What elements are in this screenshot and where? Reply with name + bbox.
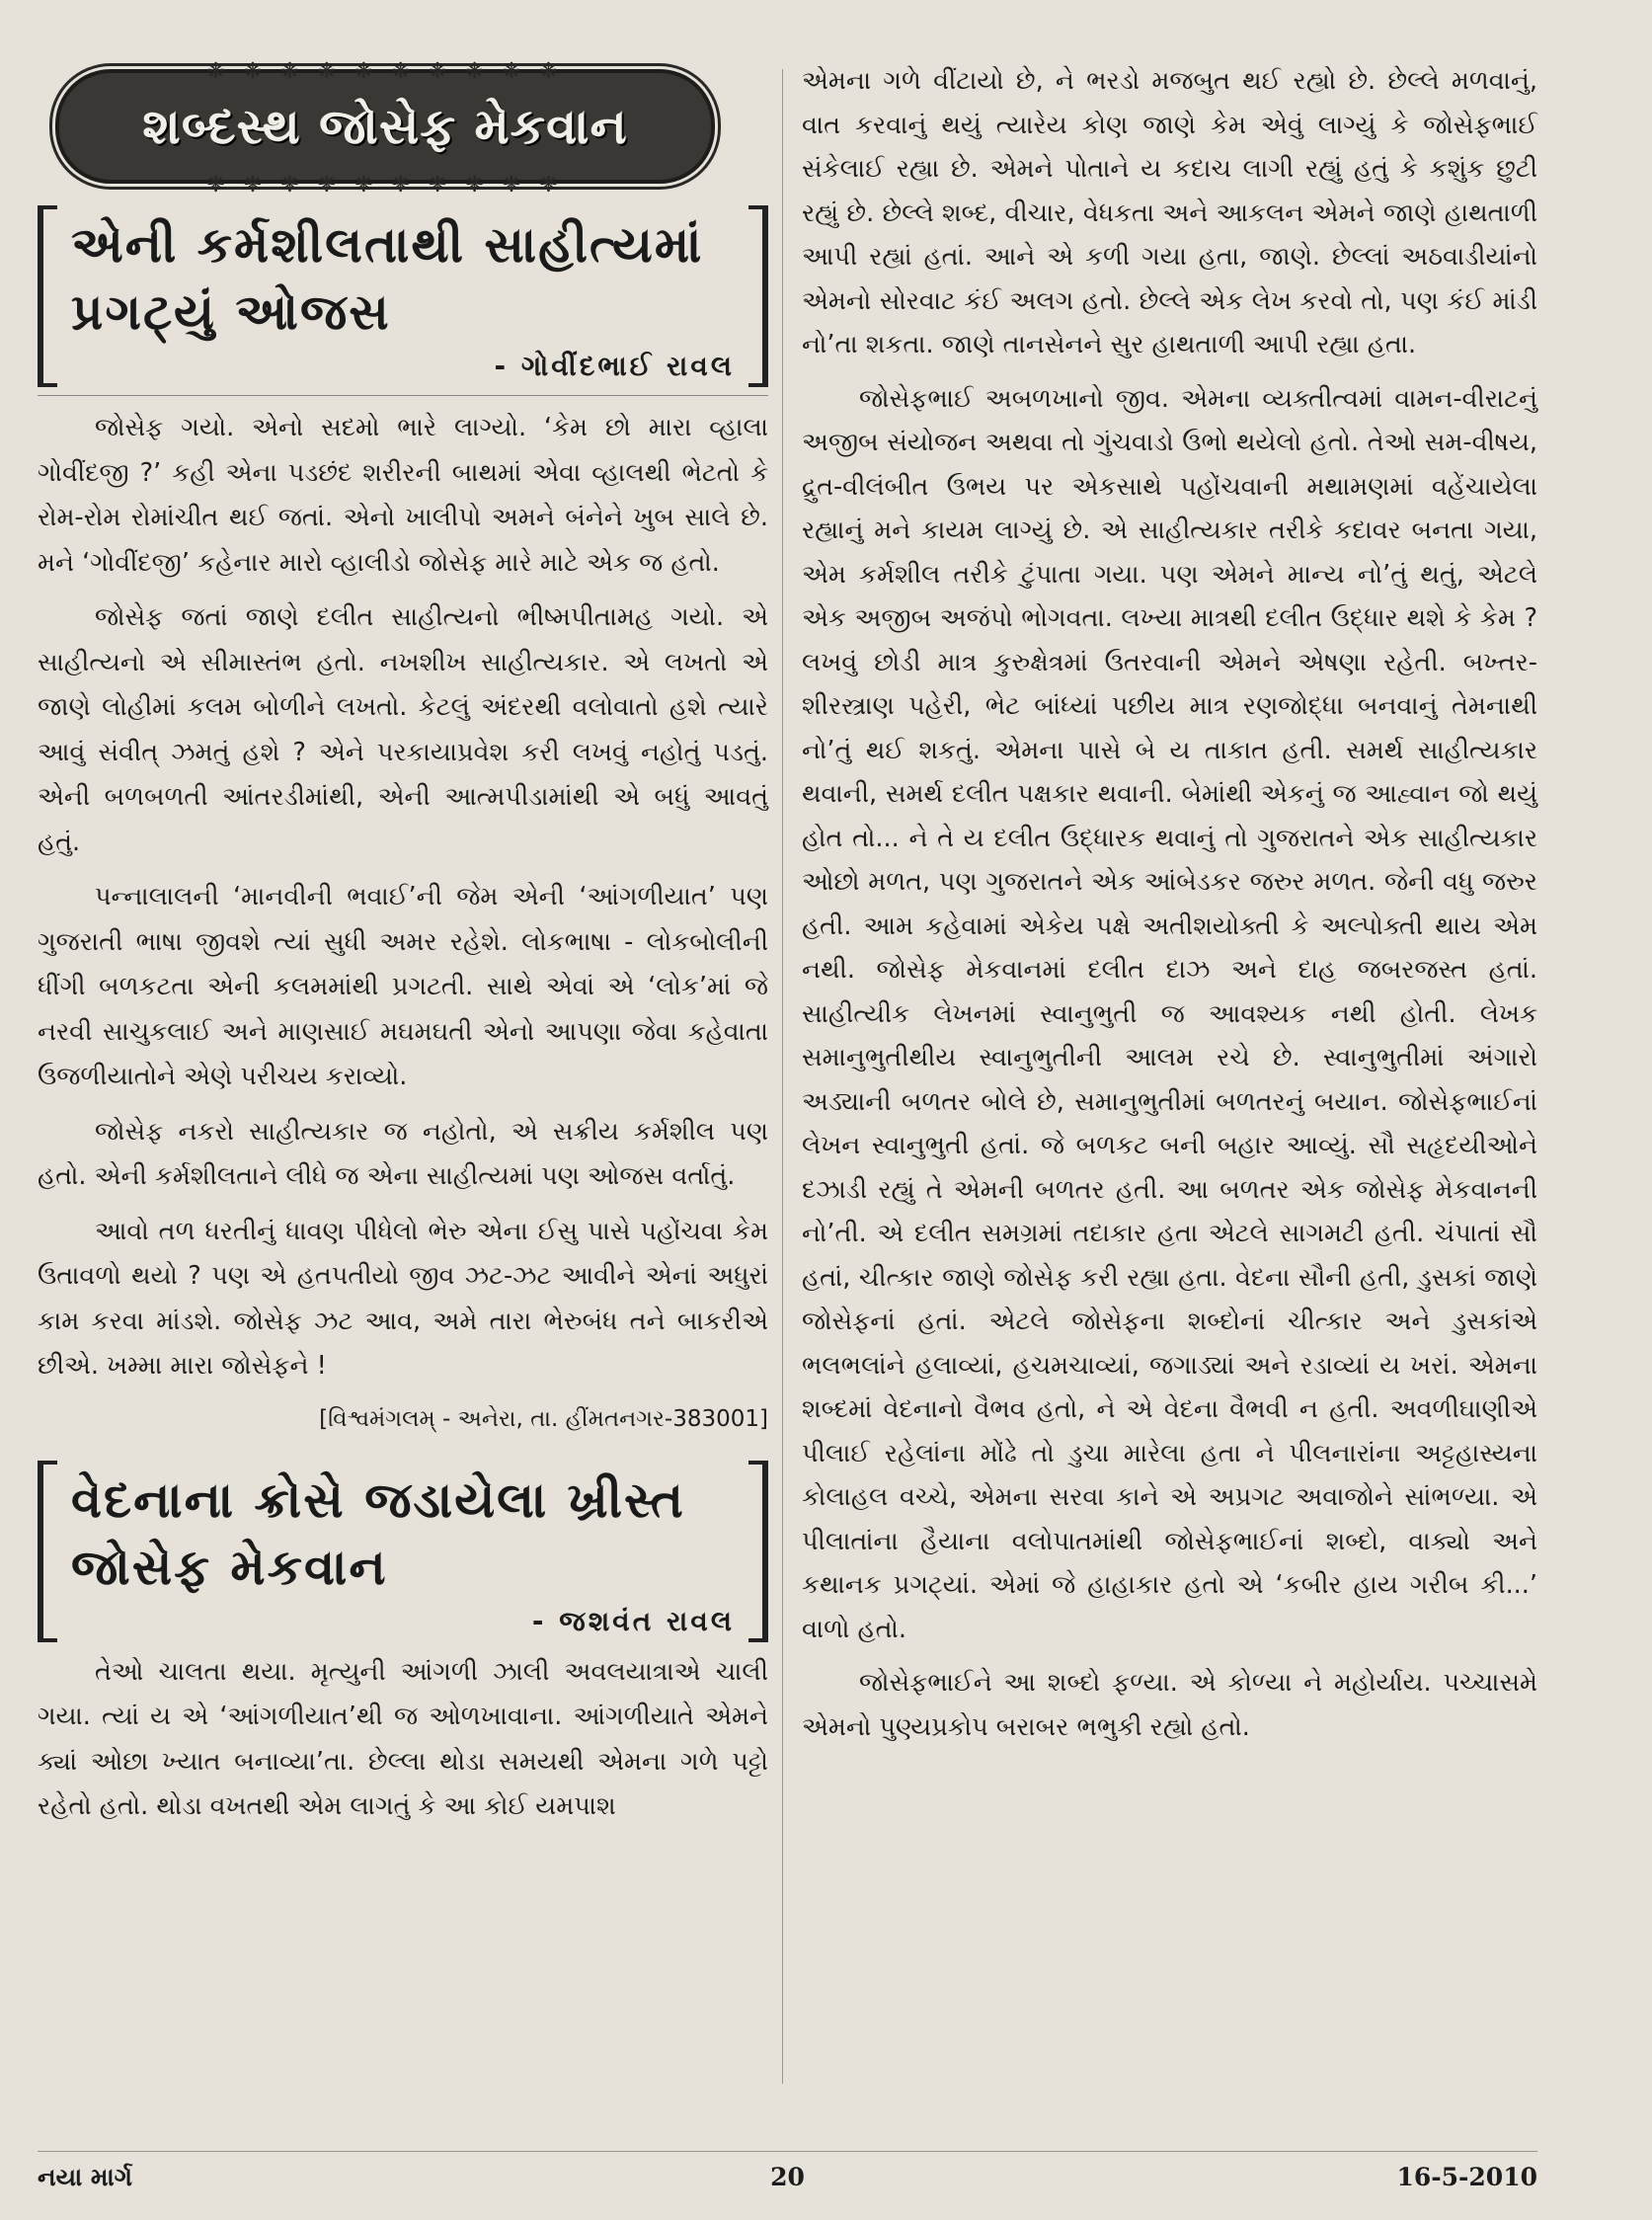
banner-title: શબ્દસ્થ જોસેફ મેકવાન — [142, 97, 628, 155]
article2-byline: - જશવંત રાવલ — [531, 1604, 735, 1637]
article1-title-box — [38, 205, 768, 387]
bracket-right — [748, 1461, 768, 1642]
article2-paragraph: એમના ગળે વીંટાયો છે, ને ભરડો મજબુત થઈ રહ્યો છે. છેલ્લે મળવાનું, વાત કરવાનું થયું ત્યારેય કોણ જાણે કેમ એવું લાગ્યું કે જોસેફભાઈ સંકેલાઈ રહ્યા છે. એમને પોતાને ય કદાચ લાગી રહ્યું હતું કે કશુંક છુટી રહ્યું છે. છેલ્લે શબ્દ, વીચાર, વેધકતા અને આકલન એમને જાણે હાથતાળી આપી રહ્યાં હતાં. આને એ કળી ગયા હતા, જાણે. છેલ્લાં અઠવાડીયાંનો એમનો સોરવાટ કંઈ અલગ હતો. છેલ્લે એક લેખ કરવો તો, પણ કંઈ માંડી નો’તા શકતા. જાણે તાનસેનને સુર હાથતાળી આપી રહ્યા હતા. — [802, 66, 1537, 359]
page-footer — [38, 2163, 1537, 2202]
right-column — [802, 59, 1537, 1759]
article1-title-line1: એની કર્મશીલતાથી સાહીત્યમાં — [71, 216, 704, 274]
article1-paragraph: જોસેફ ગયો. એનો સદમો ભારે લાગ્યો. ‘કેમ છો મારા વ્હાલા ગોવીંદજી ?’ કહી એના પડછંદ શરીરની બાથમાં એવા વ્હાલથી ભેટતો કે રોમ-રોમ રોમાંચીત થઈ જતાં. એનો ખાલીપો અમને બંનેને ખુબ સાલે છે. મને ‘ગોવીંદજી’ કહેનાર મારો વ્હાલીડો જોસેફ મારે માટે એક જ હતો. — [38, 413, 768, 578]
article1-source: [વિશ્વમંગલમ્ - અનેરા, તા. હીંમતનગર-383001] — [319, 1405, 768, 1432]
article1-rule — [38, 395, 768, 396]
bracket-left — [38, 1461, 57, 1642]
article2-title-line1: વેદનાના ક્રોસે જડાયેલા ખ્રીસ્ત — [71, 1470, 685, 1529]
column-divider — [782, 69, 783, 2084]
article1-paragraph: જોસેફ નકરો સાહીત્યકાર જ નહોતો, એ સક્રીય કર્મશીલ પણ હતો. એની કર્મશીલતાને લીધે જ એના સાહીત્યમાં પણ ઓજસ વર્તાતું. — [38, 1116, 768, 1191]
article1-paragraph: આવો તળ ધરતીનું ધાવણ પીધેલો ભેરુ એના ઈસુ પાસે પહોંચવા કેમ ઉતાવળો થયો ? પણ એ હતપતીયો જીવ ઝટ-ઝટ આવીને એનાં અધુરાં કામ કરવા માંડશે. જોસેફ ઝટ આવ, અમે તારા ભેરુબંધ તને બાકરીએ છીએ. ખમ્મા મારા જોસેફને ! — [38, 1216, 768, 1381]
article2-title-line2: જોસેફ મેકવાન — [71, 1538, 388, 1596]
footer-rule — [38, 2151, 1537, 2152]
series-banner — [55, 59, 715, 198]
article2-paragraph: જોસેફભાઈને આ શબ્દો ફળ્યા. એ કોળ્યા ને મહોર્યાય. પચ્ચાસમે એમનો પુણ્યપ્રકોપ બરાબર ભભુકી રહ્યો હતો. — [802, 1668, 1537, 1742]
bracket-left — [38, 205, 57, 387]
article1-title-line2: પ્રગટ્યું ઓજસ — [71, 283, 391, 341]
issue-date: 16-5-2010 — [1396, 2163, 1537, 2191]
article2-paragraph: તેઓ ચાલતા થયા. મૃત્યુની આંગળી ઝાલી અવલયાત્રાએ ચાલી ગયા. ત્યાં ય એ ‘આંગળીયાત’થી જ ઓળખાવાના. આંગળીયાતે એમને ક્યાં ઓછા ખ્યાત બનાવ્યા’તા. છેલ્લા થોડા સમયથી એમના ગળે પટ્ટો રહેતો હતો. થોડા વખતથી એમ લાગતું કે આ કોઈ યમપાશ — [38, 1656, 768, 1821]
article1-byline: - ગોવીંદભાઈ રાવલ — [494, 350, 735, 382]
article2-paragraph: જોસેફભાઈ અબળખાનો જીવ. એમના વ્યક્તીત્વમાં વામન-વીરાટનું અજીબ સંયોજન અથવા તો ગુંચવાડો ઉભો થયેલો હતો. તેઓ સમ-વીષય, દ્રુત-વીલંબીત ઉભય પર એકસાથે પહોંચવાની મથામણમાં વહેંચાયેલા રહ્યાનું મને કાયમ લાગ્યું છે. એ સાહીત્યકાર તરીકે કદાવર બનતા ગયા, એમ કર્મશીલ તરીકે ટુંપાતા ગયા. પણ એમને માન્ય નો’તું થતું, એટલે એક અજીબ અજંપો ભોગવતા. લખ્યા માત્રથી દલીત ઉદ્ધાર થશે કે કેમ ? લખવું છોડી માત્ર કુરુક્ષેત્રમાં ઉતરવાની એમને એષણા રહેતી. બખ્તર-શીરસ્ત્રાણ પહેરી, ભેટ બાંધ્યાં પછીય માત્ર રણજોદ્ધા બનવાનું તેમનાથી નો’તું થઈ શકતું. એમના પાસે બે ય તાકાત હતી. સમર્થ સાહીત્યકાર થવાની, સમર્થ દલીત પક્ષકાર થવાની. બેમાંથી એકનું જ આહ્વાન જો થયું હોત તો... ને તે ય દલીત ઉદ્ધારક થવાનું તો ગુજરાતને એક સાહીત્યકાર ઓછો મળત, પણ ગુજરાતને એક આંબેડકર જરુર મળત. જેની વધુ જરુર હતી. આમ કહેવામાં એકેય પક્ષે અતીશયોક્તી કે અલ્પોક્તી થાય એમ નથી. જોસેફ મેકવાનમાં દલીત દાઝ અને દાહ જબરજસ્ત હતાં. સાહીત્યીક લેખનમાં સ્વાનુભુતી જ આવશ્યક નથી હોતી. લેખક સમાનુભુતીથીય સ્વાનુભુતીની આલમ રચે છે. સ્વાનુભુતીમાં અંગારો અડ્યાની બળતર બોલે છે, સમાનુભુતીમાં બળતરનું બયાન. જોસેફભાઈનાં લેખન સ્વાનુભુતી હતાં. જે બળકટ બની બહાર આવ્યું. સૌ સહૃદયીઓને દઝાડી રહ્યું તે એમની બળતર હતી. આ બળતર એક જોસેફ મેકવાનની નો’તી. એ દલીત સમગ્રમાં તદાકાર હતા એટલે સાગમટી હતી. ચંપાતાં સૌ હતાં, ચીત્કાર જાણે જોસેફ કરી રહ્યા હતા. વેદના સૌની હતી, ડુસકાં જાણે જોસેફનાં હતાં. એટલે જોસેફના શબ્દોનાં ચીત્કાર અને ડુસકાંએ ભલભલાંને હલાવ્યાં, હચમચાવ્યાં, જગાડ્યાં અને રડાવ્યાં ય ખરાં. એમના શબ્દમાં વેદનાનો વૈભવ હતો, ને એ વેદના વૈભવી ન હતી. અવળીઘાણીએ પીલાઈ રહેલાંના મોંઢે તો ડુચા મારેલા હતા ને પીલનારાંના અટ્ટહાસ્યના કોલાહલ વચ્ચે, એમના સરવા કાને એ અપ્રગટ અવાજોને સાંભળ્યા. એ પીલાતાંના હૈયાના વલોપાતમાંથી જોસેફભાઈનાં શબ્દો, વાક્યો અને કથાનક પ્રગટ્યાં. એમાં જે હાહાકાર હતો એ ‘કબીર હાય ગરીબ કી...’ વાળો હતો. — [802, 383, 1537, 1644]
article2-title-box — [38, 1461, 768, 1642]
banner-ornament-top: ❋ ❋ ❋ ❋ ❋ ❋ ❋ ❋ ❋ ❋ — [206, 59, 564, 84]
banner-ornament-bottom: ❋ ❋ ❋ ❋ ❋ ❋ ❋ ❋ ❋ ❋ — [206, 173, 564, 198]
article1-paragraph: પન્નાલાલની ‘માનવીની ભવાઈ’ની જેમ એની ‘આંગળીયાત’ પણ ગુજરાતી ભાષા જીવશે ત્યાં સુધી અમર રહેશે. લોકભાષા - લોકબોલીની ધીંગી બળકટતા એની કલમમાંથી પ્રગટતી. સાથે એવાં એ ‘લોક’માં જે નરવી સાચુકલાઈ અને માણસાઈ મઘમઘતી એનો આપણા જેવા કહેવાતા ઉજળીયાતોને એણે પરીચય કરાવ્યો. — [38, 882, 768, 1091]
article1-paragraph: જોસેફ જતાં જાણે દલીત સાહીત્યનો ભીષ્મપીતામહ ગયો. એ સાહીત્યનો એ સીમાસ્તંભ હતો. નખશીખ સાહીત્યકાર. એ લખતો એ જાણે લોહીમાં કલમ બોળીને લખતો. કેટલું અંદરથી વલોવાતો હશે ત્યારે આવું સંવીત્ ઝમતું હશે ? એને પરકાયાપ્રવેશ કરી લખવું નહોતું પડતું. એની બળબળતી આંતરડીમાંથી, એની આત્મપીડામાંથી એ બધું આવતું હતું. — [38, 602, 768, 857]
bracket-right — [748, 205, 768, 387]
publication-name: નયા માર્ગ — [38, 2163, 132, 2191]
left-column — [38, 59, 768, 1840]
page-number: 20 — [770, 2163, 805, 2191]
